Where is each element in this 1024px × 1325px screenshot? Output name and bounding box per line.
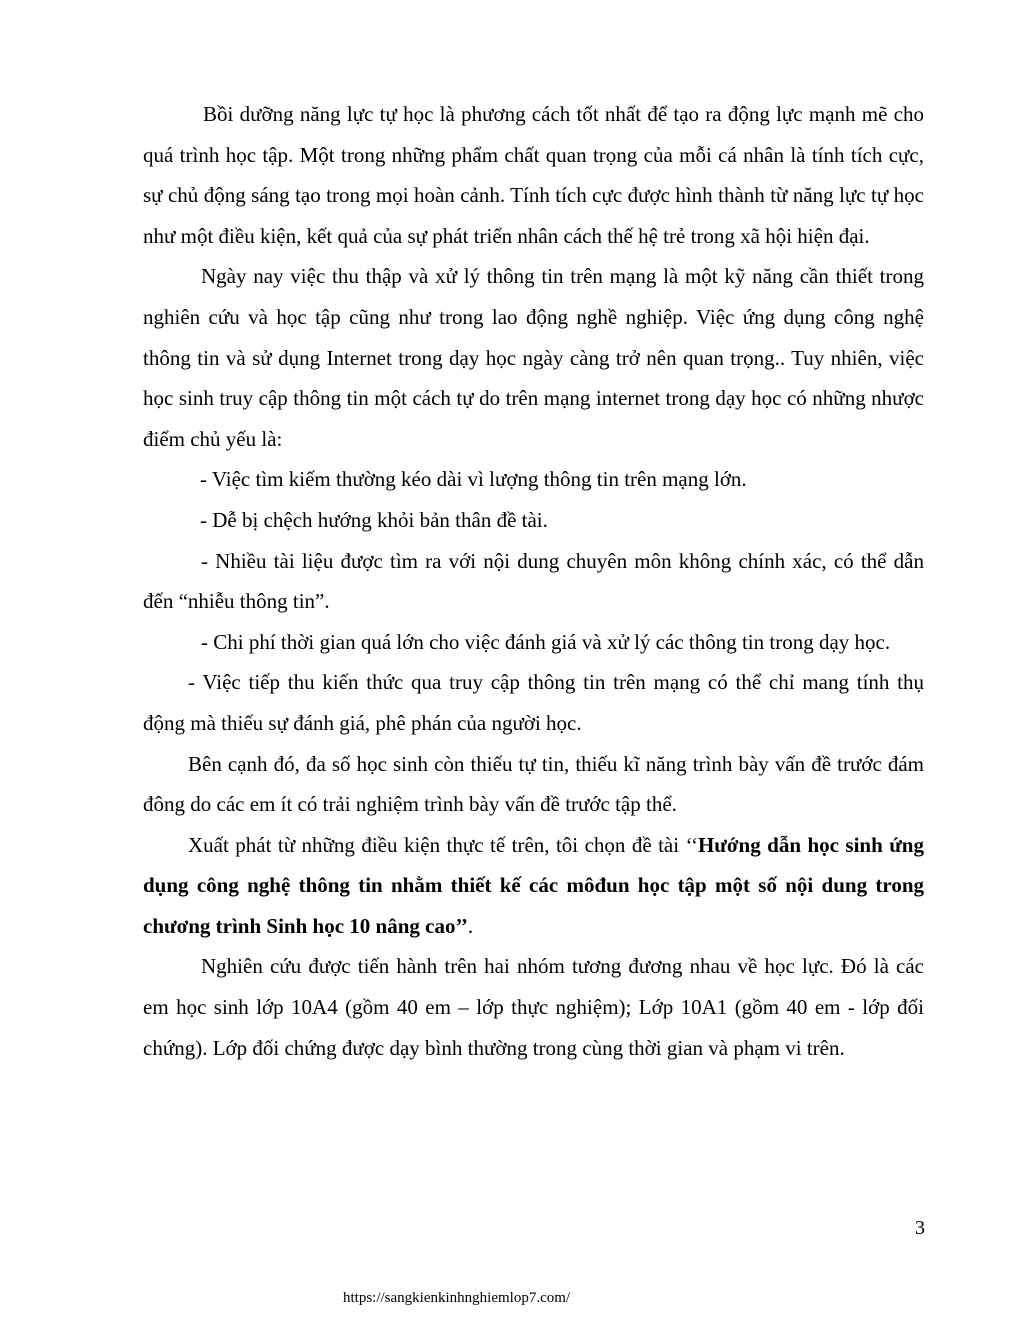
source-url: https://sangkienkinhnghiemlop7.com/ [343, 1290, 571, 1306]
document-body [143, 94, 924, 1068]
drawback-item-inaccurate-info: - Nhiều tài liệu được tìm ra với nội dung chuyên môn không chính xác, có thể dẫn đến “nhiễu thông tin”. [143, 548, 924, 614]
drawback-item-off-topic: - Dễ bị chệch hướng khỏi bản thân đề tài. [200, 507, 548, 532]
drawback-item-passive-learning: - Việc tiếp thu kiến thức qua truy cập thông tin trên mạng có thể chỉ mang tính thụ động mà thiếu sự đánh giá, phê phán của người học. [143, 670, 924, 735]
paragraph-research-groups: Nghiên cứu được tiến hành trên hai nhóm tương đương nhau về học lực. Đó là các em học sinh lớp 10A4 (gồm 40 em – lớp thực nghiệm); Lớp 10A1 (gồm 40 em - lớp đối chứng). Lớp đối chứng được dạy bình thường trong cùng thời gian và phạm vi trên. [143, 954, 924, 1060]
drawback-item-search-time: - Việc tìm kiếm thường kéo dài vì lượng thông tin trên mạng lớn. [200, 467, 747, 492]
drawback-item-time-cost: - Chi phí thời gian quá lớn cho việc đánh giá và xử lý các thông tin trong dạy học. [201, 629, 891, 654]
topic-end-text: . [467, 913, 474, 938]
paragraph-internet-use: Ngày nay việc thu thập và xử lý thông tin trên mạng là một kỹ năng cần thiết trong nghiên cứu và học tập cũng như trong lao động nghề nghiệp. Việc ứng dụng công nghệ thông tin và sử dụng Internet trong dạy học ngày càng trở nên quan trọng.. Tuy nhiên, việc học sinh truy cập thông tin một cách tự do trên mạng internet trong dạy học có những nhược điểm chủ yếu là: [143, 264, 924, 451]
paragraph-topic-selection [143, 825, 924, 947]
topic-title: Hướng dẫn học sinh ứng dụng công nghệ thông tin nhằm thiết kế các môđun học tập một số nội dung trong chương trình Sinh học 10 nâng cao’’ [143, 832, 924, 938]
paragraph-self-study: Bồi dưỡng năng lực tự học là phương cách tốt nhất để tạo ra động lực mạnh mẽ cho quá trình học tập. Một trong những phẩm chất quan trọng của mỗi cá nhân là tính tích cực, sự chủ động sáng tạo trong mọi hoàn cảnh. Tính tích cực được hình thành từ năng lực tự học như một điều kiện, kết quả của sự phát triển nhân cách thế hệ trẻ trong xã hội hiện đại. [143, 102, 924, 248]
page-number: 3 [915, 1217, 925, 1239]
topic-lead-text: Xuất phát từ những điều kiện thực tế trên, tôi chọn đề tài ‘‘ [188, 832, 698, 857]
paragraph-student-confidence: Bên cạnh đó, đa số học sinh còn thiếu tự tin, thiếu kĩ năng trình bày vấn đề trước đám đông do các em ít có trải nghiệm trình bày vấn đề trước tập thể. [143, 751, 924, 817]
